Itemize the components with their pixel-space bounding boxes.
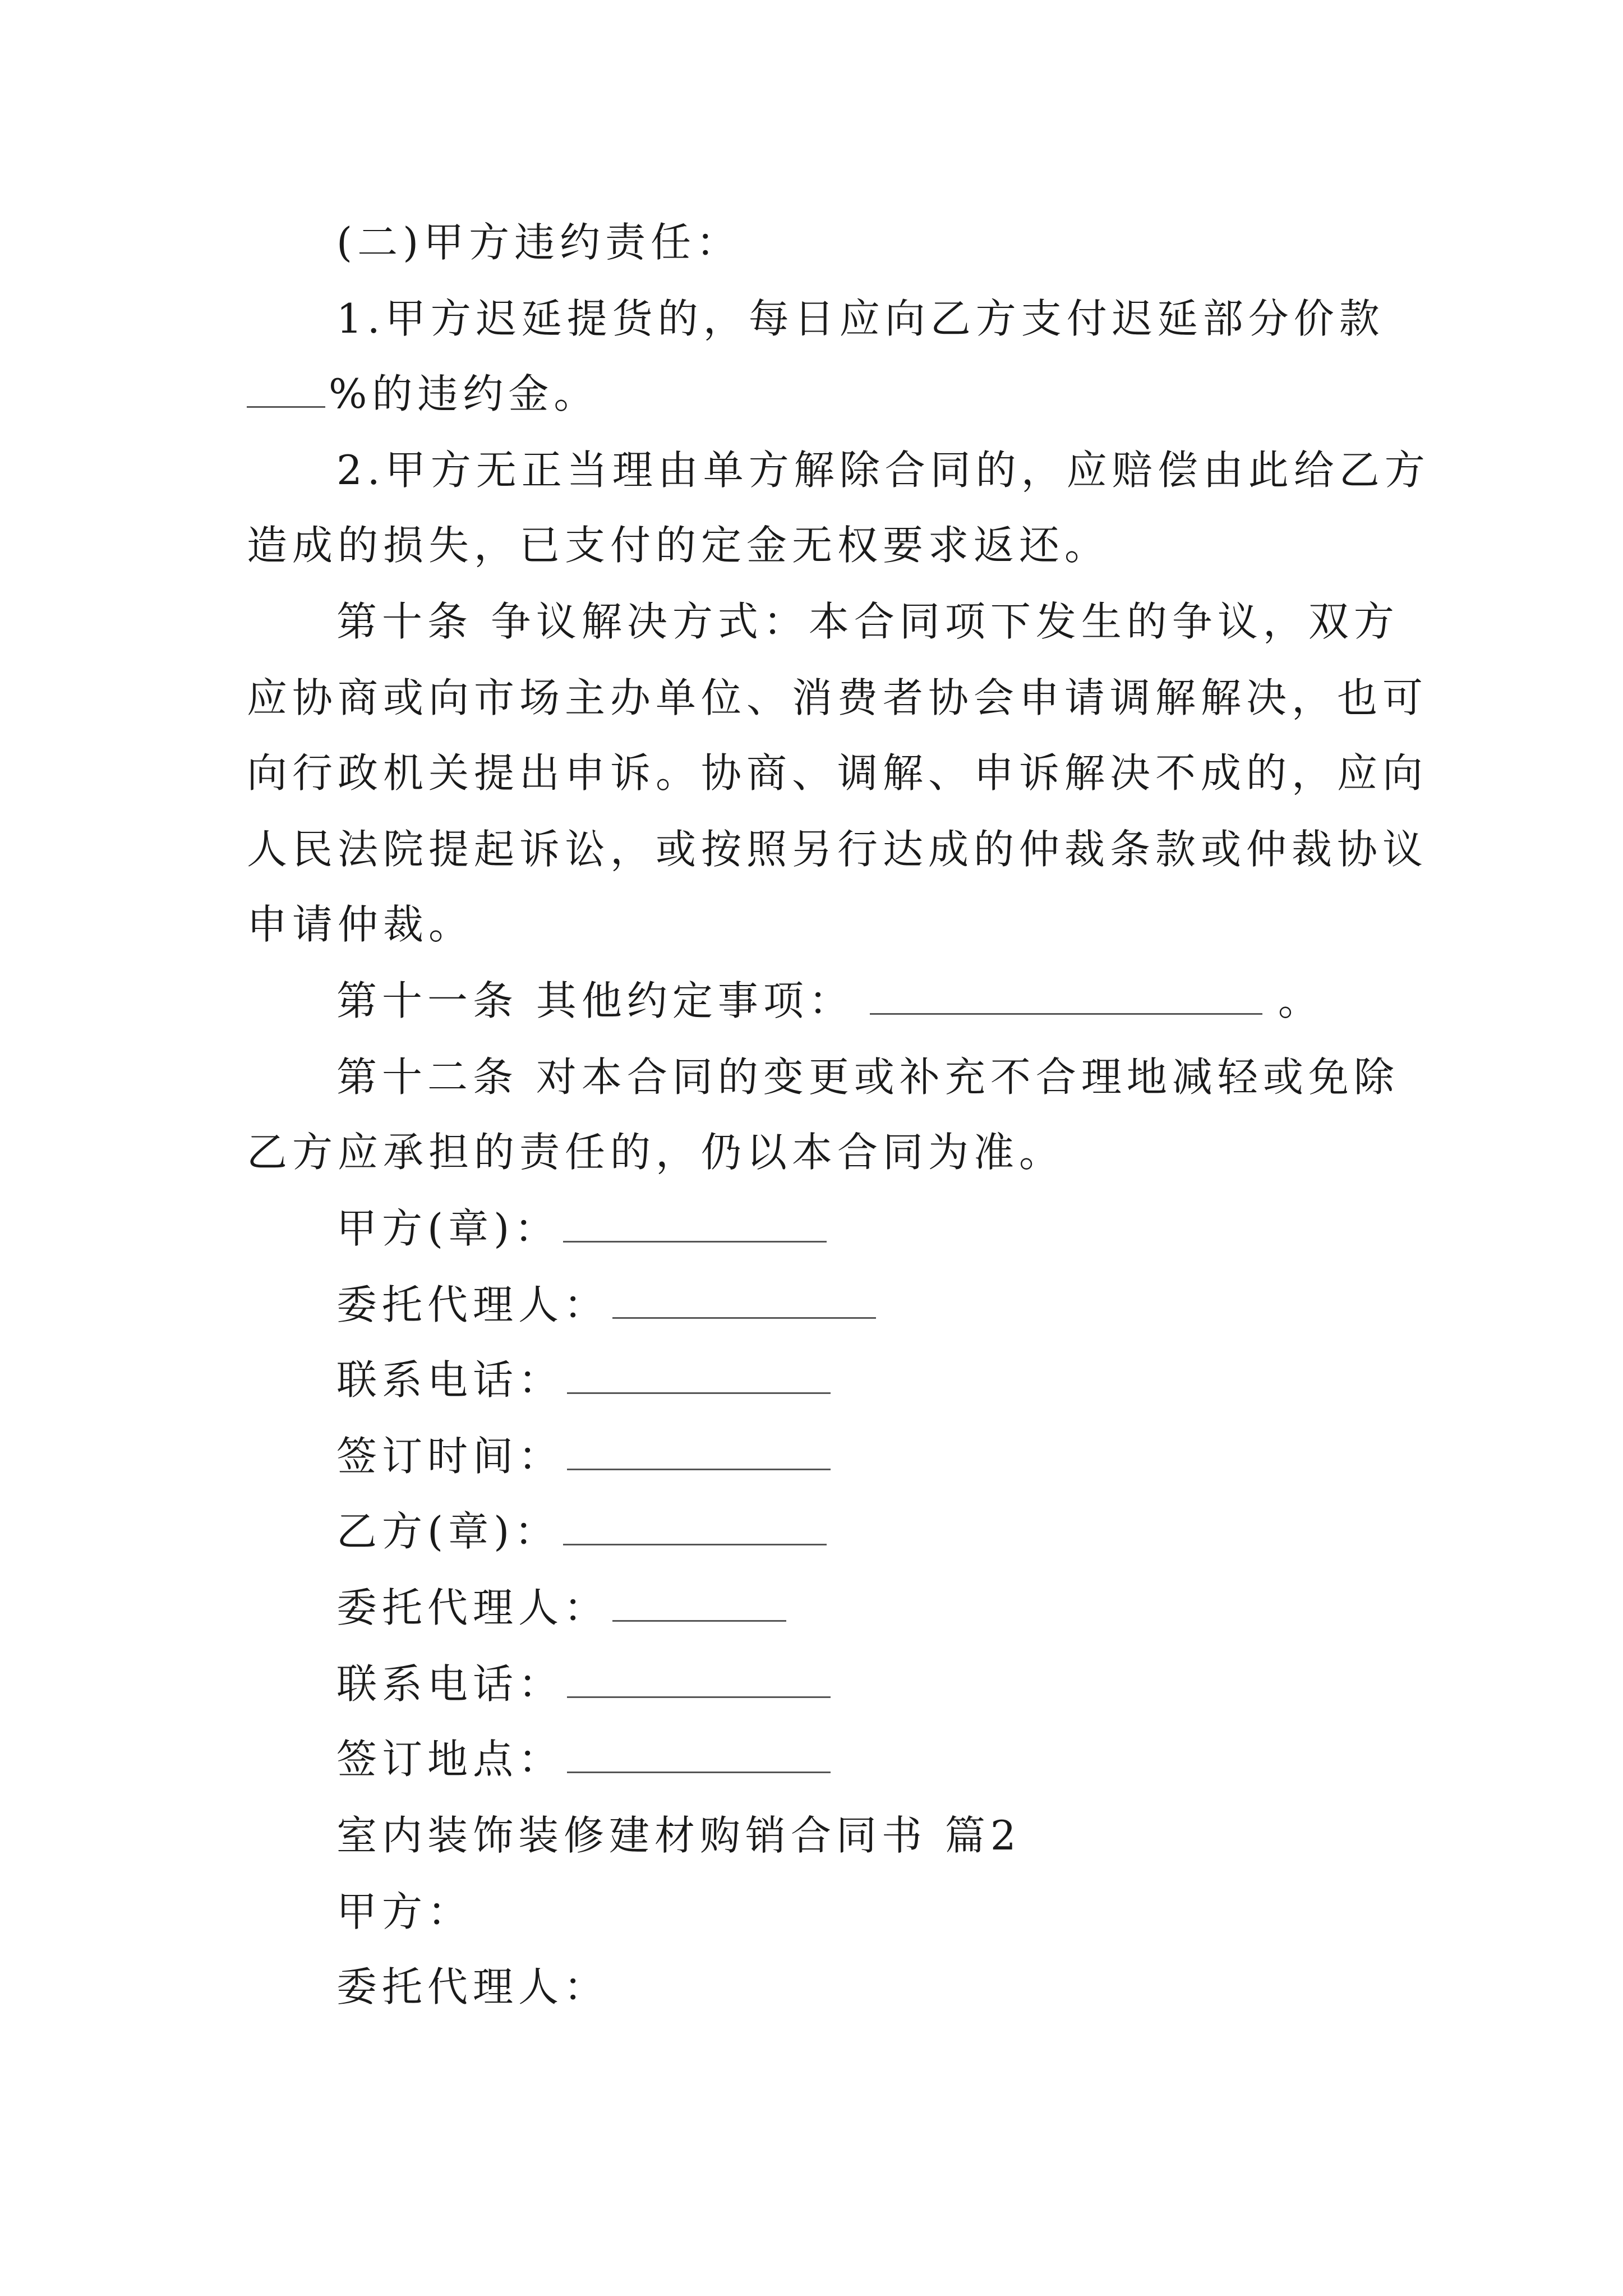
article-11-blank <box>870 978 1262 1015</box>
party-a-seal-blank <box>563 1206 827 1243</box>
breach-a-heading: (二)甲方违约责任： <box>336 219 742 266</box>
article-10-line-2: 应协商或向市场主办单位、消费者协会申请调解解决，也可 <box>247 674 1428 721</box>
next-section-agent: 委托代理人： <box>336 1963 610 2010</box>
party-b-agent: 委托代理人： <box>336 1581 790 1635</box>
clause-1-line-2: %的违约金。 <box>247 367 599 421</box>
clause-1-line-1: 1.甲方迟延提货的，每日应向乙方支付迟延部分价款 <box>336 295 1385 342</box>
article-10-line-4: 人民法院提起诉讼，或按照另行达成的仲裁条款或仲裁协议 <box>247 826 1428 873</box>
party-a-sign-time: 签订时间： <box>336 1429 834 1483</box>
party-a-agent: 委托代理人： <box>336 1278 879 1332</box>
article-12-line-1: 第十二条 对本合同的变更或补充不合理地减轻或免除 <box>336 1053 1399 1101</box>
party-a-agent-blank <box>612 1282 876 1319</box>
article-10-line-5: 申请仲裁。 <box>247 901 474 948</box>
article-10-line-3: 向行政机关提出申诉。协商、调解、申诉解决不成的，应向 <box>247 749 1428 797</box>
party-b-seal: 乙方(章)： <box>336 1504 830 1558</box>
article-10-line-1: 第十条 争议解决方式：本合同项下发生的争议，双方 <box>336 598 1399 645</box>
clause-2-line-1: 2.甲方无正当理由单方解除合同的，应赔偿由此给乙方 <box>336 447 1430 494</box>
party-a-phone-blank <box>567 1358 831 1394</box>
percent-blank <box>247 371 325 408</box>
party-b-seal-blank <box>563 1509 827 1545</box>
party-a-phone: 联系电话： <box>336 1353 834 1407</box>
article-12-line-2: 乙方应承担的责任的，仍以本合同为准。 <box>247 1129 1065 1176</box>
party-b-phone-blank <box>567 1662 831 1698</box>
clause-2-line-2: 造成的损失，已支付的定金无权要求返还。 <box>247 522 1110 569</box>
article-11: 第十一条 其他约定事项： 。 <box>336 977 1324 1024</box>
party-a-seal: 甲方(章)： <box>336 1202 830 1255</box>
party-b-agent-blank <box>612 1585 786 1622</box>
party-b-sign-place: 签订地点： <box>336 1732 834 1786</box>
party-b-sign-place-blank <box>567 1737 831 1773</box>
party-a-sign-time-blank <box>567 1434 831 1470</box>
party-b-phone: 联系电话： <box>336 1657 834 1711</box>
next-section-party-a: 甲方： <box>336 1888 473 1935</box>
next-section-title: 室内装饰装修建材购销合同书 篇2 <box>336 1812 1021 1859</box>
